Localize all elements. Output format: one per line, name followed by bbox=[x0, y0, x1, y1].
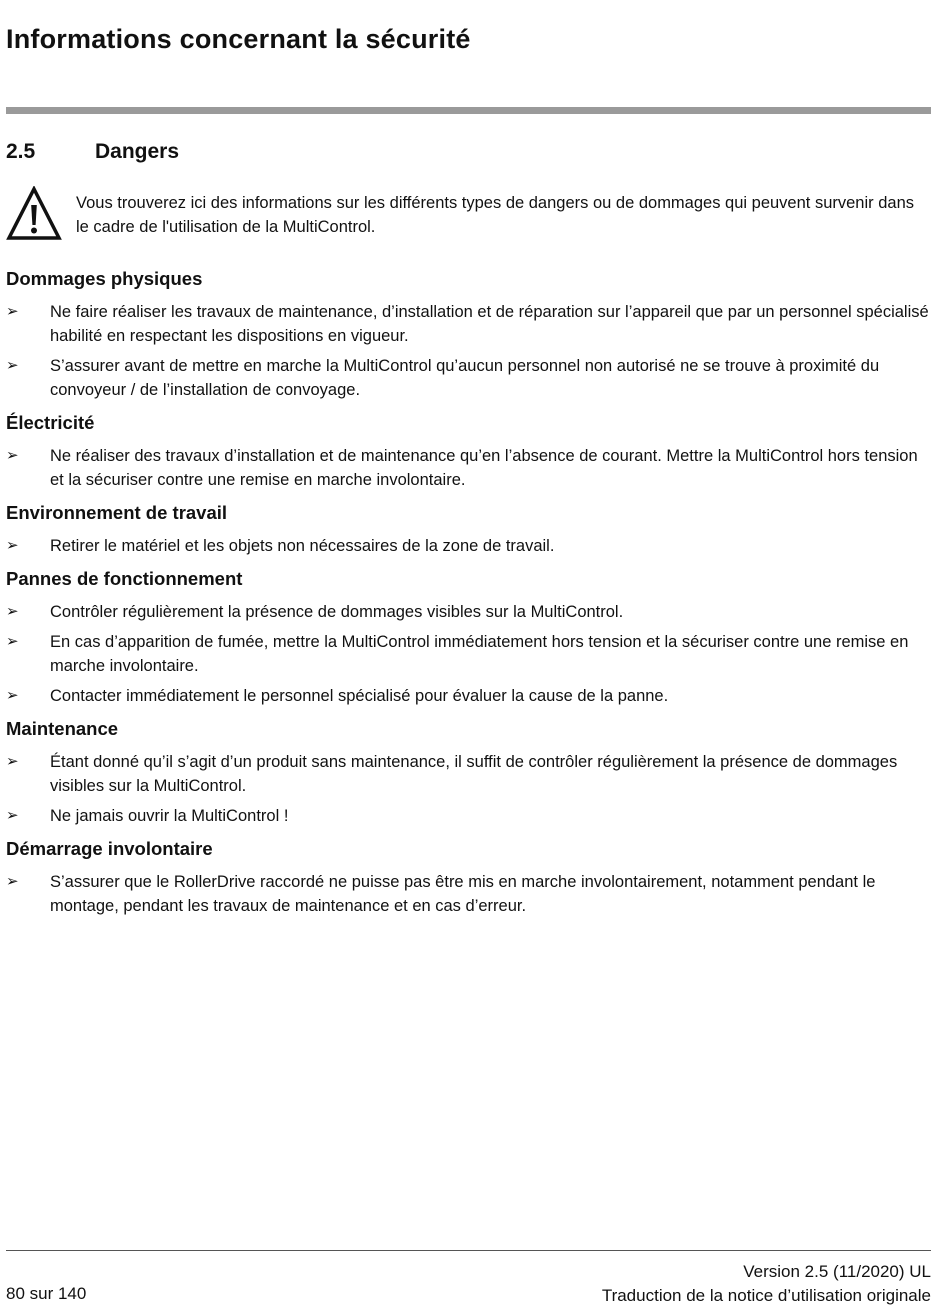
arrow-bullet-icon: ➢ bbox=[6, 447, 19, 464]
hazard-group bbox=[6, 408, 931, 492]
hazard-group bbox=[6, 834, 931, 918]
arrow-bullet-icon: ➢ bbox=[6, 687, 19, 704]
hazard-list bbox=[6, 264, 931, 924]
hazard-group-heading: Dommages physiques bbox=[6, 268, 203, 289]
page-number: 80 sur 140 bbox=[6, 1284, 87, 1303]
warning-triangle-icon bbox=[6, 186, 62, 242]
list-item-text: S’assurer que le RollerDrive raccordé ne puisse pas être mis en marche involontairement, notamment pendant le montage, pendant les travaux de maintenance et en cas d’erreur. bbox=[50, 873, 876, 915]
hazard-group-heading: Électricité bbox=[6, 412, 95, 433]
list-item-text: Ne jamais ouvrir la MultiControl ! bbox=[50, 807, 289, 825]
arrow-bullet-icon: ➢ bbox=[6, 753, 19, 770]
list-item bbox=[6, 750, 931, 798]
list-item-text: Ne réaliser des travaux d’installation et de maintenance qu’en l’absence de courant. Mettre la MultiControl hors tension et la sécuriser contre une remise en marche involontaire. bbox=[50, 447, 918, 489]
hazard-group-heading: Démarrage involontaire bbox=[6, 838, 213, 859]
list-item-text: Retirer le matériel et les objets non nécessaires de la zone de travail. bbox=[50, 537, 555, 555]
arrow-bullet-icon: ➢ bbox=[6, 303, 19, 320]
section-number: 2.5 bbox=[6, 140, 36, 163]
version-label: Version 2.5 (11/2020) UL bbox=[743, 1262, 931, 1281]
arrow-bullet-icon: ➢ bbox=[6, 357, 19, 374]
list-item bbox=[6, 600, 931, 624]
arrow-bullet-icon: ➢ bbox=[6, 633, 19, 650]
arrow-bullet-icon: ➢ bbox=[6, 537, 19, 554]
list-item-text: Ne faire réaliser les travaux de maintenance, d’installation et de réparation sur l’appareil que par un personnel spécialisé habilité en respectant les dispositions en vigueur. bbox=[50, 303, 929, 345]
list-item bbox=[6, 804, 931, 828]
list-item-text: Contacter immédiatement le personnel spécialisé pour évaluer la cause de la panne. bbox=[50, 687, 669, 705]
footer-info bbox=[602, 1260, 931, 1308]
list-item bbox=[6, 870, 931, 918]
list-item-text: En cas d’apparition de fumée, mettre la MultiControl immédiatement hors tension et la sécuriser contre une remise en marche involontaire. bbox=[50, 633, 909, 675]
list-item bbox=[6, 534, 931, 558]
title-divider bbox=[6, 107, 931, 114]
hazard-group-heading: Pannes de fonctionnement bbox=[6, 568, 243, 589]
intro-text: Vous trouverez ici des informations sur les différents types de dangers ou de dommages qui peuvent survenir dans le cadre de l'utilisation de la MultiControl. bbox=[76, 194, 914, 236]
list-item bbox=[6, 444, 931, 492]
page-title: Informations concernant la sécurité bbox=[6, 24, 471, 54]
list-item-text: Étant donné qu’il s’agit d’un produit sans maintenance, il suffit de contrôler régulièrement la présence de dommages visibles sur la MultiControl. bbox=[50, 753, 898, 795]
arrow-bullet-icon: ➢ bbox=[6, 873, 19, 890]
list-item-text: S’assurer avant de mettre en marche la MultiControl qu’aucun personnel non autorisé ne se trouve à proximité du convoyeur / de l’installation de convoyage. bbox=[50, 357, 880, 399]
list-item bbox=[6, 630, 931, 678]
list-item bbox=[6, 354, 931, 402]
hazard-group bbox=[6, 714, 931, 828]
list-item bbox=[6, 300, 931, 348]
translation-note: Traduction de la notice d’utilisation originale bbox=[601, 1286, 931, 1305]
hazard-group bbox=[6, 564, 931, 708]
section-heading bbox=[6, 140, 179, 164]
hazard-group-heading: Environnement de travail bbox=[6, 502, 228, 523]
list-item-text: Contrôler régulièrement la présence de dommages visibles sur la MultiControl. bbox=[50, 603, 624, 621]
hazard-group-heading: Maintenance bbox=[6, 718, 119, 739]
section-title: Dangers bbox=[95, 140, 180, 163]
hazard-group bbox=[6, 498, 931, 558]
arrow-bullet-icon: ➢ bbox=[6, 603, 19, 620]
arrow-bullet-icon: ➢ bbox=[6, 807, 19, 824]
footer-divider bbox=[6, 1250, 931, 1251]
list-item bbox=[6, 684, 931, 708]
hazard-group bbox=[6, 264, 931, 402]
